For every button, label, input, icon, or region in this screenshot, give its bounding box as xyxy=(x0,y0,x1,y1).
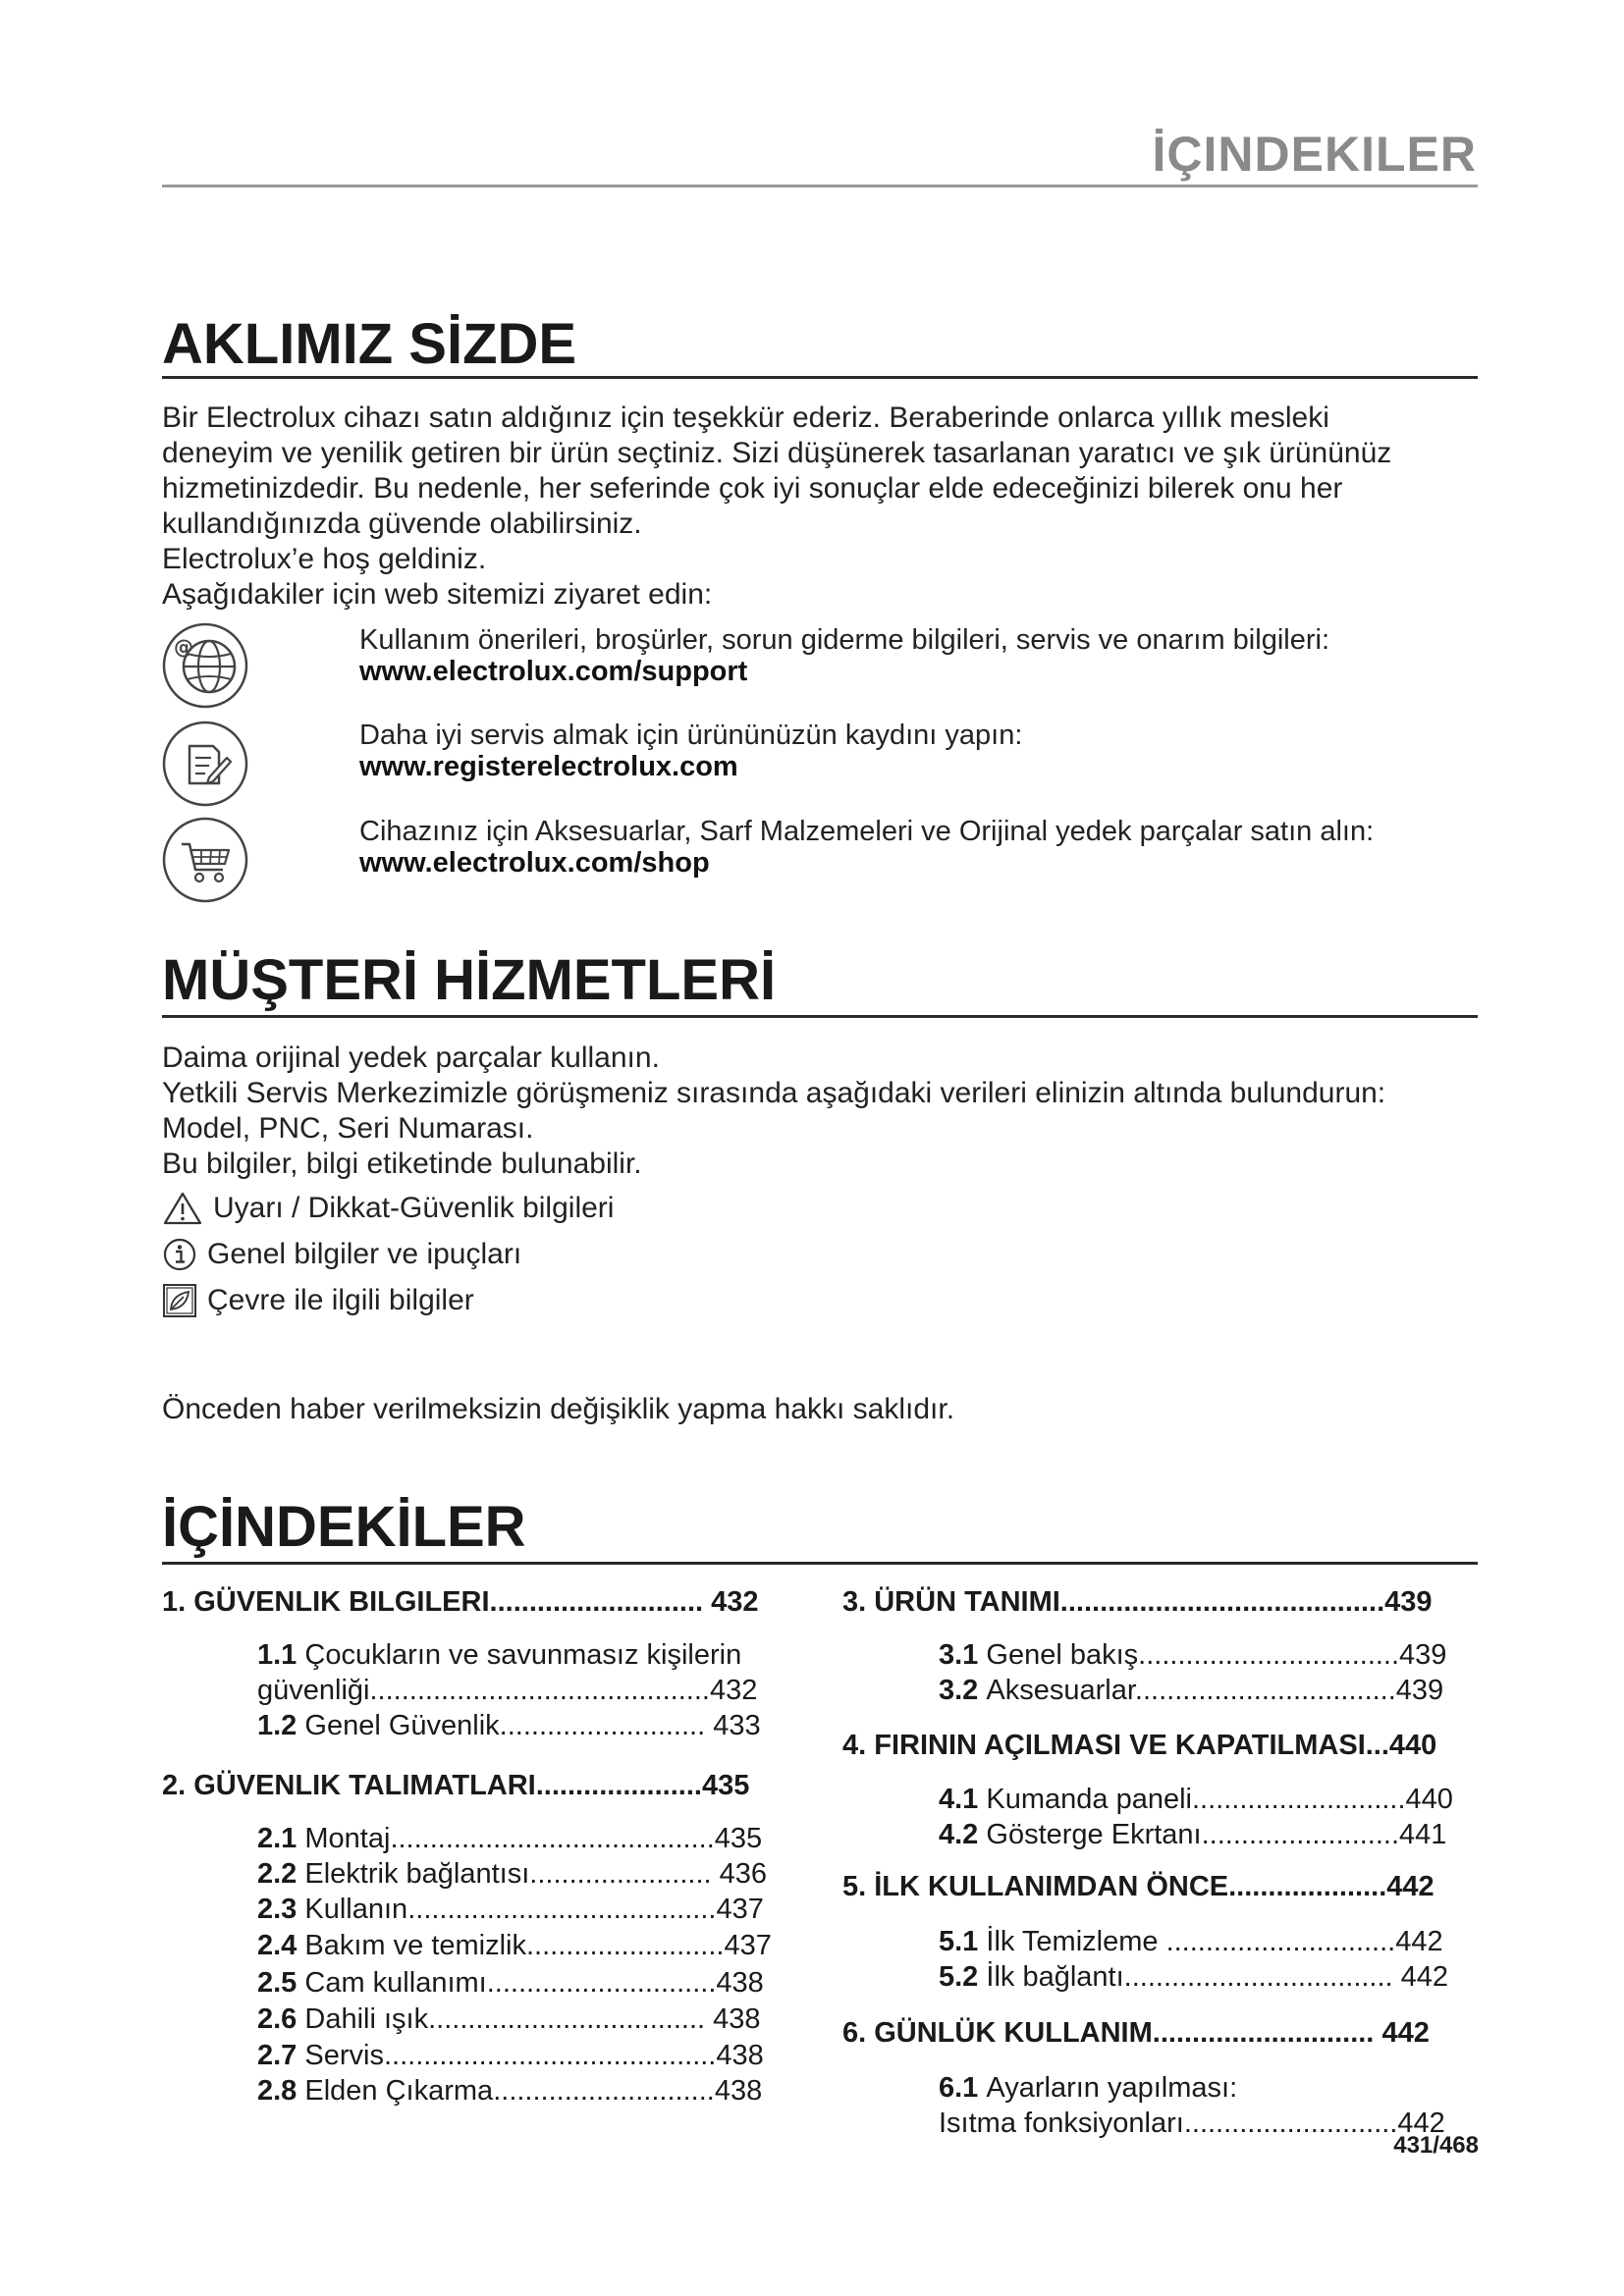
toc-page: 440 xyxy=(1388,1730,1437,1761)
toc-page: 439 xyxy=(1384,1586,1433,1618)
toc-page: 433 xyxy=(713,1710,761,1741)
welcome-divider xyxy=(162,376,1478,379)
toc-title: İÇİNDEKİLER xyxy=(162,1495,526,1559)
warning-icon xyxy=(162,1191,203,1226)
welcome-paragraph xyxy=(162,400,1391,613)
toc-entry-1-2[interactable] xyxy=(257,1710,761,1742)
customer-paragraph xyxy=(162,1041,1385,1182)
toc-entry-label: Servis xyxy=(304,2040,384,2071)
toc-number: 2.2 xyxy=(257,1858,298,1890)
toc-entry-6[interactable] xyxy=(842,2017,1430,2050)
toc-dots: ... xyxy=(1365,1730,1389,1761)
customer-line: Yetkili Servis Merkezimizle görüşmeniz sırasında aşağıdaki verileri elinizin altında bulundurun: xyxy=(162,1077,1386,1109)
toc-dots: ............................. xyxy=(486,1967,717,1999)
welcome-line: Electrolux’e hoş geldiniz. xyxy=(162,543,487,575)
toc-entry-6-1-cont[interactable] xyxy=(939,2108,1445,2140)
toc-entry-label: Cam kullanımı xyxy=(304,1967,487,1999)
welcome-title: AKLIMIZ SİZDE xyxy=(162,312,577,376)
toc-dots: ............................. xyxy=(1158,1926,1396,1957)
toc-entry-3[interactable] xyxy=(842,1586,1433,1619)
toc-entry-label: 2. GÜVENLIK TALIMATLARI xyxy=(162,1770,536,1801)
toc-entry-label: Elektrik bağlantısı xyxy=(304,1858,530,1890)
toc-divider xyxy=(162,1562,1478,1565)
toc-entry-1-1-cont[interactable] xyxy=(257,1675,757,1707)
toc-entry-2-6[interactable] xyxy=(257,2003,761,2036)
toc-page: 439 xyxy=(1399,1639,1447,1671)
welcome-line: Aşağıdakiler için web sitemizi ziyaret edin: xyxy=(162,578,713,611)
toc-number: 2.5 xyxy=(257,1967,298,1999)
toc-dots: ........................... xyxy=(1192,1784,1406,1815)
link-description: Daha iyi servis almak için ürününüzün kaydını yapın: xyxy=(359,720,1023,751)
toc-entry-label: Elden Çıkarma xyxy=(304,2075,494,2107)
toc-entry-label: Genel Güvenlik xyxy=(304,1710,500,1741)
customer-service-title: MÜŞTERİ HİZMETLERİ xyxy=(162,948,777,1012)
toc-entry-label: Bakım ve temizlik xyxy=(304,1930,526,1961)
toc-dots: ........................... xyxy=(1183,2108,1398,2139)
toc-entry-label: Aksesuarlar xyxy=(986,1675,1135,1706)
svg-text:@: @ xyxy=(174,635,193,659)
legend-info xyxy=(162,1236,521,1273)
customer-service-divider xyxy=(162,1015,1478,1018)
globe-icon xyxy=(160,620,250,711)
toc-page: 442 xyxy=(1386,1871,1435,1902)
toc-dots: ................................. xyxy=(1134,1675,1396,1706)
toc-dots: ........................... xyxy=(489,1586,704,1618)
toc-page: 437 xyxy=(724,1930,772,1961)
toc-number: 2.3 xyxy=(257,1894,298,1925)
toc-dots: ............................ xyxy=(493,2075,715,2107)
info-icon xyxy=(162,1237,197,1272)
toc-dots: ......................... xyxy=(526,1930,725,1961)
toc-page: 438 xyxy=(714,2075,763,2107)
toc-number: 2.4 xyxy=(257,1930,298,1961)
toc-entry-2-3[interactable] xyxy=(257,1894,764,1926)
toc-entry-label: 4. FIRININ AÇILMASI VE KAPATILMASI xyxy=(842,1730,1366,1761)
toc-page: 442 xyxy=(1395,1926,1443,1957)
legend-warning xyxy=(162,1190,614,1227)
toc-entry-label: Kullanın xyxy=(304,1894,408,1925)
toc-number: 5.1 xyxy=(939,1926,979,1957)
toc-entry-1-1[interactable] xyxy=(257,1639,741,1672)
welcome-line: hizmetinizdedir. Bu nedenle, her seferinde çok iyi sonuçlar elde edeceğinizi bilerek onu her xyxy=(162,472,1343,505)
toc-number: 2.7 xyxy=(257,2040,298,2071)
toc-dots: ......................... xyxy=(1201,1819,1400,1850)
toc-number: 5.2 xyxy=(939,1961,979,1993)
toc-entry-6-1[interactable] xyxy=(939,2072,1237,2105)
toc-entry-4[interactable] xyxy=(842,1730,1436,1762)
toc-entry-label: Gösterge Ekrtanı xyxy=(986,1819,1202,1850)
toc-page: 435 xyxy=(714,1823,763,1854)
toc-dots: ............................ xyxy=(1152,2017,1375,2049)
toc-page: 432 xyxy=(709,1675,758,1706)
toc-number: 2.1 xyxy=(257,1823,298,1854)
toc-entry-label: Genel bakış xyxy=(986,1639,1139,1671)
welcome-line: deneyim ve yenilik getiren bir ürün seçtiniz. Sizi düşünerek tasarlanan yaratıcı ve şık ürününüz xyxy=(162,437,1392,469)
toc-dots: ........................................... xyxy=(369,1675,710,1706)
toc-entry-label: 1. GÜVENLIK BILGILERI xyxy=(162,1586,490,1618)
toc-dots: ................................. xyxy=(1138,1639,1400,1671)
toc-page: 437 xyxy=(716,1894,764,1925)
customer-line: Model, PNC, Seri Numarası. xyxy=(162,1112,534,1145)
toc-page: 432 xyxy=(711,1586,759,1618)
toc-entry-label: Montaj xyxy=(304,1823,391,1854)
toc-number: 3.1 xyxy=(939,1639,979,1671)
toc-entry-5-2[interactable] xyxy=(939,1961,1448,1994)
toc-entry-label: Ayarların yapılması: xyxy=(986,2072,1238,2104)
register-icon xyxy=(160,719,250,809)
customer-line: Daima orijinal yedek parçalar kullanın. xyxy=(162,1041,660,1074)
welcome-line: Bir Electrolux cihazı satın aldığınız için teşekkür ederiz. Beraberinde onlarca yıllık mesleki xyxy=(162,401,1329,434)
toc-dots: ....................................... xyxy=(407,1894,717,1925)
toc-entry-label: İlk bağlantı xyxy=(986,1961,1124,1993)
page-number: 431/468 xyxy=(1393,2132,1479,2159)
link-description: Kullanım önerileri, broşürler, sorun giderme bilgileri, servis ve onarım bilgileri: xyxy=(359,624,1329,656)
toc-page: 440 xyxy=(1405,1784,1453,1815)
notice-text: Önceden haber verilmeksizin değişiklik yapma hakkı saklıdır. xyxy=(162,1393,955,1425)
toc-dots: ....................... xyxy=(529,1858,712,1890)
toc-entry-label: Isıtma fonksiyonları xyxy=(939,2108,1184,2139)
toc-page: 438 xyxy=(713,2003,761,2035)
toc-number: 2.6 xyxy=(257,2003,298,2035)
toc-dots: ......................................... xyxy=(1059,1586,1385,1618)
toc-entry-2-1[interactable] xyxy=(257,1823,762,1855)
legend-text: Çevre ile ilgili bilgiler xyxy=(207,1284,474,1316)
toc-entry-2-4[interactable] xyxy=(257,1930,772,1962)
toc-entry-1[interactable] xyxy=(162,1586,759,1619)
welcome-line: kullandığınızda güvende olabilirsiniz. xyxy=(162,507,642,540)
toc-page: 438 xyxy=(716,1967,764,1999)
toc-dots: ..................... xyxy=(535,1770,702,1801)
toc-entry-label: 3. ÜRÜN TANIMI xyxy=(842,1586,1060,1618)
toc-entry-4-1[interactable] xyxy=(939,1784,1453,1816)
toc-page: 439 xyxy=(1395,1675,1444,1706)
toc-entry-5[interactable] xyxy=(842,1871,1435,1903)
header-divider xyxy=(162,185,1478,187)
toc-page: 442 xyxy=(1381,2017,1430,2049)
toc-entry-label: İlk Temizleme xyxy=(986,1926,1159,1957)
environment-icon xyxy=(162,1283,197,1318)
toc-page: 438 xyxy=(716,2040,764,2071)
cart-icon xyxy=(160,815,250,905)
shop-link[interactable]: www.electrolux.com/shop xyxy=(359,847,710,879)
legend-text: Uyarı / Dikkat-Güvenlik bilgileri xyxy=(213,1192,615,1224)
toc-entry-3-1[interactable] xyxy=(939,1639,1446,1672)
toc-dots: .......................................... xyxy=(383,2040,717,2071)
legend-environment xyxy=(162,1282,474,1319)
toc-entry-label: 6. GÜNLÜK KULLANIM xyxy=(842,2017,1153,2049)
toc-page: 441 xyxy=(1399,1819,1447,1850)
toc-number: 2.8 xyxy=(257,2075,298,2107)
toc-number: 4.1 xyxy=(939,1784,979,1815)
toc-page: 442 xyxy=(1397,2108,1445,2139)
register-link[interactable]: www.registerelectrolux.com xyxy=(359,751,738,782)
toc-dots: ......................................... xyxy=(390,1823,715,1854)
toc-entry-label: Dahili ışık xyxy=(304,2003,429,2035)
toc-dots: .................................. xyxy=(1123,1961,1393,1993)
toc-number: 3.2 xyxy=(939,1675,979,1706)
toc-entry-label: Çocukların ve savunmasız kişilerin xyxy=(304,1639,742,1671)
link-description: Cihazınız için Aksesuarlar, Sarf Malzemeleri ve Orijinal yedek parçalar satın alın: xyxy=(359,816,1375,847)
toc-number: 6.1 xyxy=(939,2072,979,2104)
toc-entry-label: Kumanda paneli xyxy=(986,1784,1192,1815)
toc-dots: ................................... xyxy=(428,2003,706,2035)
toc-page: 442 xyxy=(1400,1961,1449,1993)
legend-text: Genel bilgiler ve ipuçları xyxy=(207,1238,522,1270)
toc-number: 1.2 xyxy=(257,1710,298,1741)
support-link[interactable]: www.electrolux.com/support xyxy=(359,656,748,687)
toc-entry-2-2[interactable] xyxy=(257,1858,767,1891)
toc-entry-3-2[interactable] xyxy=(939,1675,1443,1707)
header-title: İÇINDEKILER xyxy=(1152,127,1477,182)
toc-entry-2[interactable] xyxy=(162,1770,749,1802)
toc-number: 1.1 xyxy=(257,1639,298,1671)
toc-dots: .................... xyxy=(1228,1871,1387,1902)
toc-entry-2-7[interactable] xyxy=(257,2040,764,2072)
toc-entry-5-1[interactable] xyxy=(939,1926,1443,1958)
toc-entry-label: güvenliği xyxy=(257,1675,370,1706)
toc-entry-4-2[interactable] xyxy=(939,1819,1446,1851)
toc-entry-2-8[interactable] xyxy=(257,2075,762,2108)
toc-dots: .......................... xyxy=(499,1710,706,1741)
toc-page: 436 xyxy=(719,1858,768,1890)
toc-number: 4.2 xyxy=(939,1819,979,1850)
toc-page: 435 xyxy=(701,1770,750,1801)
toc-entry-label: 5. İLK KULLANIMDAN ÖNCE xyxy=(842,1871,1229,1902)
customer-line: Bu bilgiler, bilgi etiketinde bulunabilir. xyxy=(162,1148,642,1180)
toc-entry-2-5[interactable] xyxy=(257,1967,764,2000)
